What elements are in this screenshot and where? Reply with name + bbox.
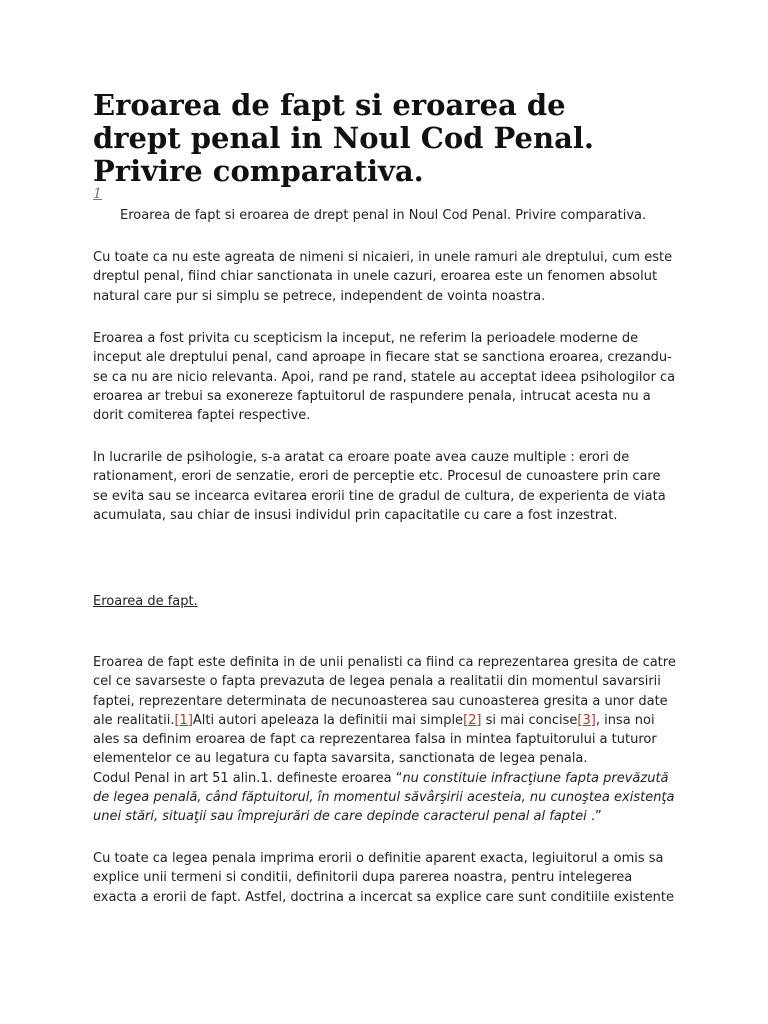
paragraph-1-line-3: natural care pur si simplu se petrece, independent de vointa noastra. — [93, 288, 546, 304]
paragraph-4-line-5: ales sa definim eroarea de fapt ca reprezentarea falsa in mintea faptuitorului a tuturor — [93, 732, 657, 748]
legal-quote-segment: nu constituie infracţiune fapta prevăzută — [402, 770, 669, 786]
footnote-ref-1[interactable]: [1] — [174, 712, 193, 728]
paragraph-4-line-6: elementelor ce au legatura cu fapta savarsita, sanctionata de legea penala. — [93, 751, 588, 767]
title-line-1: Eroarea de fapt si eroarea de — [93, 88, 566, 122]
text-segment: .” — [590, 809, 602, 825]
paragraph-1-line-1: Cu toate ca nu este agreata de nimeni si nicaieri, in unele ramuri ale dreptului, cum este — [93, 250, 673, 265]
paragraph-3-line-4: acumulata, sau chiar de insusi individul prin capacitatile cu care a fost inzestrat. — [93, 507, 618, 523]
intro-line — [120, 206, 646, 225]
text-segment: , insa noi — [595, 712, 655, 728]
section-heading-text: Eroarea de fapt. — [93, 594, 198, 609]
legal-quote-segment: unei stări, situaţii sau împrejurări de care depinde caracterul penal al faptei — [93, 809, 591, 825]
paragraph-1 — [93, 248, 672, 306]
paragraph-1-line-2: dreptul penal, fiind chiar sanctionata in unele cazuri, eroarea este un fenomen absolut — [93, 269, 658, 285]
text-segment: ale realitatii. — [93, 712, 175, 728]
paragraph-2-line-5: dorit comiterea faptei respective. — [93, 408, 311, 424]
paragraph-2 — [93, 329, 675, 425]
paragraph-5-line-1: Cu toate ca legea penala imprima erorii o definitie aparent exacta, legiuitorul a omis sa — [93, 851, 664, 866]
paragraph-2-line-1: Eroarea a fost privita cu scepticism la inceput, ne referim la perioadele moderne de — [93, 331, 639, 346]
paragraph-3-line-2: rationament, erori de senzatie, erori de perceptie etc. Procesul de cunoastere prin care — [93, 469, 661, 485]
section-heading — [93, 592, 198, 611]
paragraph-3 — [93, 448, 666, 525]
paragraph-5-line-3: exacta a erorii de fapt. Astfel, doctrina a incercat sa explice care sunt conditiile existente — [93, 889, 674, 905]
footnote-link[interactable]: 1 — [93, 186, 102, 202]
paragraph-3-line-1: In lucrarile de psihologie, s-a aratat ca eroare poate avea cauze multiple : erori de — [93, 450, 630, 465]
paragraph-4-line-1: Eroarea de fapt este definita in de unii penalisti ca fiind ca reprezentarea gresita de catre — [93, 655, 676, 670]
document-title — [93, 89, 594, 188]
paragraph-5 — [93, 849, 674, 907]
text-segment: Codul Penal in art 51 alin.1. defineste eroarea “ — [93, 770, 403, 786]
paragraph-2-line-2: inceput ale dreptului penal, cand aproape in fiecare stat se sanctiona eroarea, crezandu- — [93, 350, 672, 366]
paragraph-5-line-2: explice unii termeni si conditii, definitorii dupa parerea noastra, pentru intelegerea — [93, 870, 633, 886]
footnote-ref-3[interactable]: [3] — [577, 712, 596, 728]
text-segment: Alti autori apeleaza la definitii mai simple — [192, 712, 464, 728]
paragraph-2-line-4: eroarea ar trebui sa exonereze faptuitorul de raspundere penala, intrucat acesta nu a — [93, 388, 651, 404]
title-line-2: drept penal in Noul Cod Penal. — [93, 121, 595, 155]
paragraph-4-line-7 — [93, 769, 676, 788]
paragraph-2-line-3: se ca nu are nicio relevanta. Apoi, rand pe rand, statele au acceptat ideea psihologilor ca — [93, 369, 676, 385]
paragraph-4-line-2: cel ce savarseste o fapta prevazuta de legea penala a realitatii din momentul savarsirii — [93, 674, 661, 690]
paragraph-4-line-8: de legea penală, când făptuitorul, în momentul săvârşirii acesteia, nu cunoştea existenţa — [93, 790, 675, 806]
intro-text: Eroarea de fapt si eroarea de drept penal in Noul Cod Penal. Privire comparativa. — [120, 208, 647, 223]
footnote-ref-2[interactable]: [2] — [463, 712, 482, 728]
paragraph-4-line-4 — [93, 711, 676, 730]
paragraph-4 — [93, 653, 676, 827]
text-segment: si mai concise — [481, 712, 578, 728]
paragraph-3-line-3: se evita sau se incearca evitarea erorii tine de gradul de cultura, de experienta de viata — [93, 488, 666, 504]
paragraph-4-line-3: faptei, reprezentare determinata de necunoasterea sau cunoasterea gresita a unor date — [93, 693, 668, 709]
title-line-3: Privire comparativa. — [93, 154, 424, 188]
paragraph-4-line-9 — [93, 807, 676, 826]
